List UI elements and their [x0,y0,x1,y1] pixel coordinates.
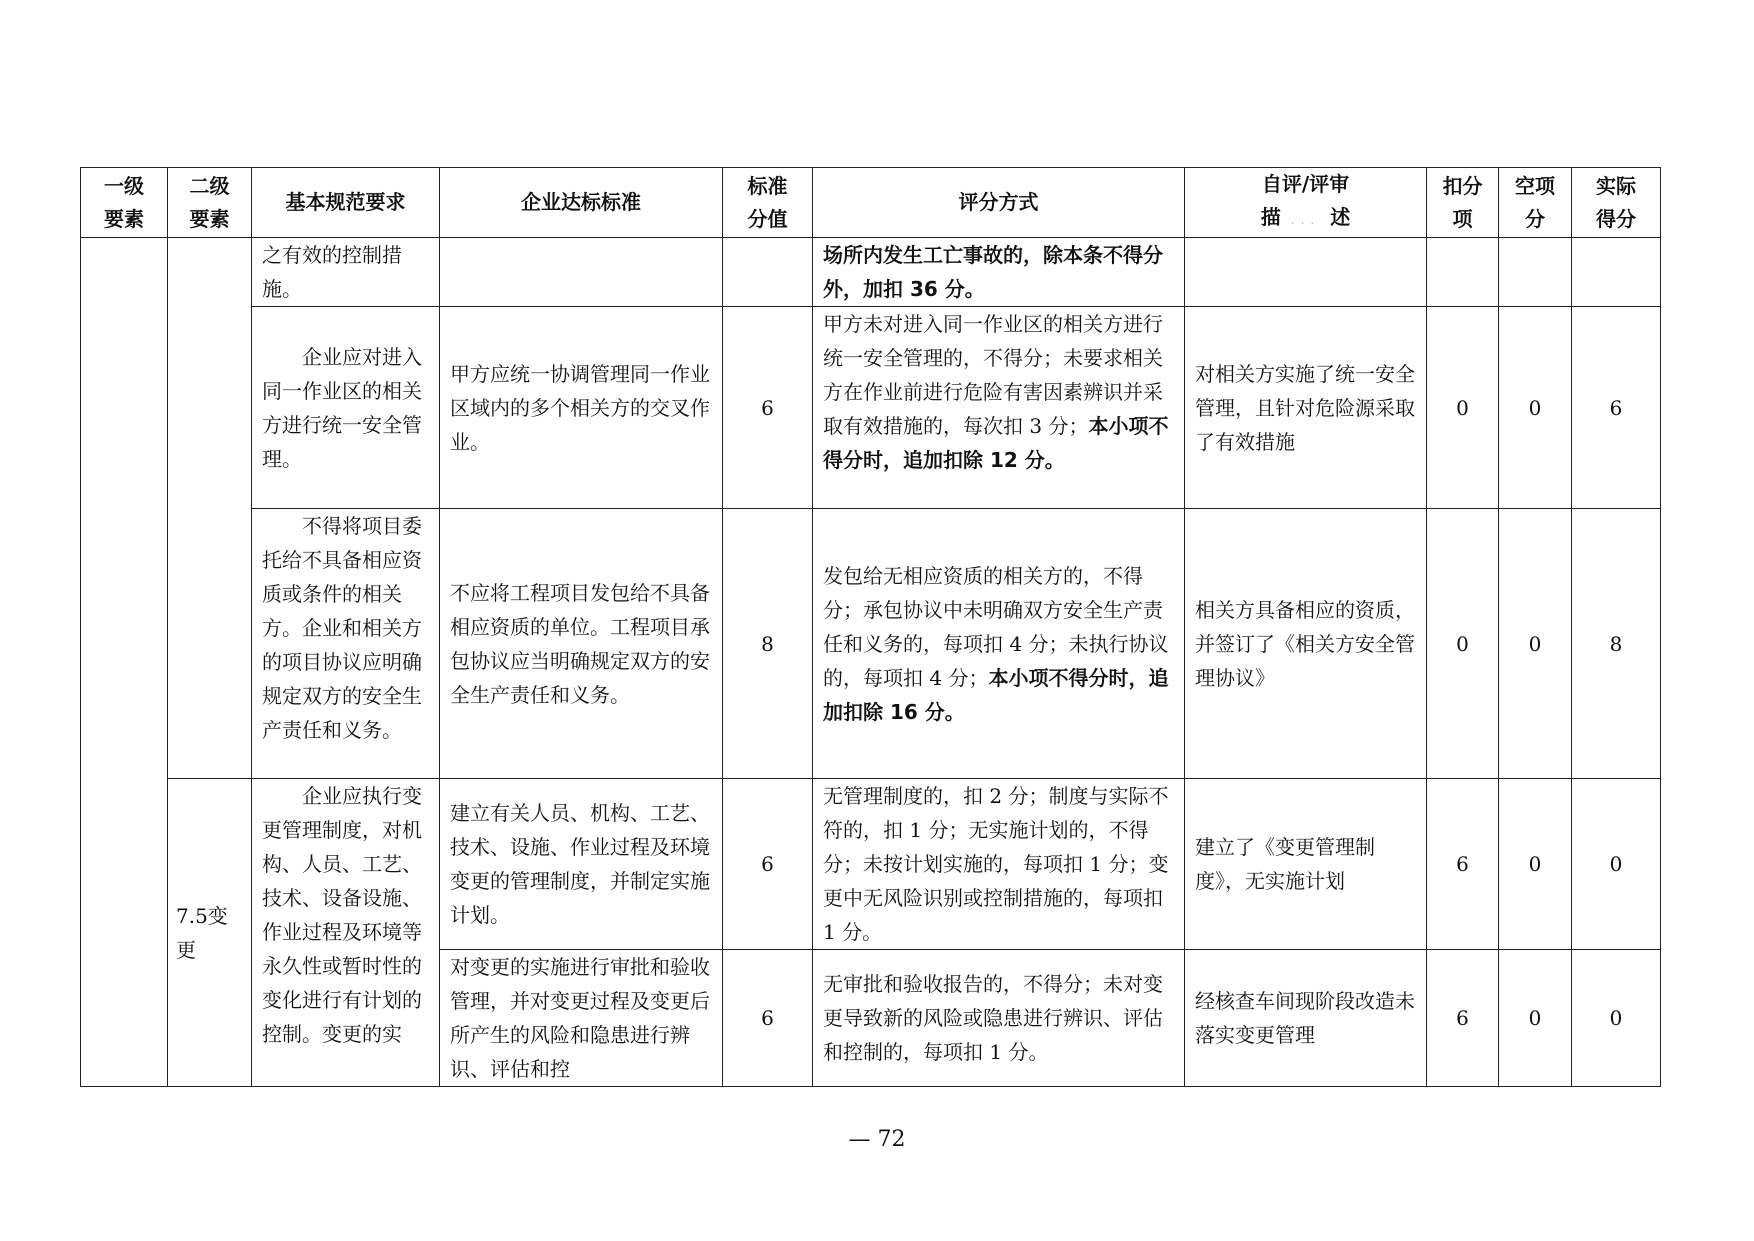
deduction-cell: 0 [1427,307,1499,509]
standard-cell: 不应将工程项目发包给不具备相应资质的单位。工程项目承包协议应当明确规定双方的安全生产责任和义务。 [440,509,723,779]
level2-cell-blank [168,238,252,779]
empty-cell [1499,238,1572,307]
empty-cell: 0 [1499,779,1572,950]
header-actual: 实际 得分 [1572,168,1661,238]
standard-cell: 建立有关人员、机构、工艺、技术、设施、作业过程及环境变更的管理制度，并制定实施计划。 [440,779,723,950]
standard-cell [440,238,723,307]
deduction-cell: 0 [1427,509,1499,779]
deduction-cell [1427,238,1499,307]
requirement-cell: 企业应对进入同一作业区的相关方进行统一安全管理。 [252,307,440,509]
scoring-table [80,167,1661,1087]
header-description-line2 [1187,201,1424,237]
header-deduction: 扣分 项 [1427,168,1499,238]
standard-cell: 对变更的实施进行审批和验收管理，并对变更过程及变更后所产生的风险和隐患进行辨识、评估和控 [440,950,723,1087]
description-cell: 建立了《变更管理制度》，无实施计划 [1185,779,1427,950]
header-requirement: 基本规范要求 [252,168,440,238]
header-description-line1: 自评/评审 [1261,172,1350,196]
actual-cell: 0 [1572,950,1661,1087]
header-description-a: 描 [1260,205,1281,229]
description-cell: 经核查车间现阶段改造未落实变更管理 [1185,950,1427,1087]
level1-cell [81,238,168,1087]
method-cell [813,779,1185,950]
score-cell: 8 [723,509,813,779]
empty-cell: 0 [1499,950,1572,1087]
table-row [81,779,1661,950]
requirement-cell: 之有效的控制措施。 [252,238,440,307]
requirement-cell: 企业应执行变更管理制度，对机构、人员、工艺、技术、设备设施、作业过程及环境等永久性或暂时性的变化进行有计划的控制。变更的实 [252,779,440,1087]
method-plain: 发包给无相应资质的相关方的，不得分；承包协议中未明确双方安全生产责任和义务的，每项扣 4 分；未执行协议的，每项扣 4 分； [823,563,1169,690]
description-cell [1185,238,1427,307]
method-cell [813,950,1185,1087]
standard-cell: 甲方应统一协调管理同一作业区域内的多个相关方的交叉作业。 [440,307,723,509]
header-row [81,168,1661,238]
requirement-cell: 不得将项目委托给不具备相应资质或条件的相关方。企业和相关方的项目协议应明确规定双方的安全生产责任和义务。 [252,509,440,779]
actual-cell: 0 [1572,779,1661,950]
table-row [81,238,1661,307]
header-level2: 二级 要素 [168,168,252,238]
score-cell: 6 [723,307,813,509]
empty-cell: 0 [1499,307,1572,509]
method-bold: 本小项不得分时，追加扣除 12 分。 [823,414,1169,472]
score-cell: 6 [723,779,813,950]
empty-cell: 0 [1499,509,1572,779]
method-bold: 本小项不得分时，追加扣除 16 分。 [823,665,1169,724]
score-cell: 6 [723,950,813,1087]
method-cell [813,238,1185,307]
header-method: 评分方式 [813,168,1185,238]
actual-cell: 6 [1572,307,1661,509]
actual-cell [1572,238,1661,307]
header-empty: 空项 分 [1499,168,1572,238]
actual-cell: 8 [1572,509,1661,779]
header-description-b: 述 [1330,205,1351,229]
method-bold: 场所内发生工亡事故的，除本条不得分外，加扣 36 分。 [823,243,1163,301]
header-level1: 一级 要素 [81,168,168,238]
deduction-cell: 6 [1427,950,1499,1087]
table-row [81,307,1661,509]
header-score: 标准 分值 [723,168,813,238]
header-standard: 企业达标标准 [440,168,723,238]
header-description-dots: ... [1290,213,1321,227]
method-cell [813,509,1185,779]
description-cell: 相关方具备相应的资质，并签订了《相关方安全管理协议》 [1185,509,1427,779]
deduction-cell: 6 [1427,779,1499,950]
method-cell [813,307,1185,509]
level2-cell: 7.5变更 [168,779,252,1087]
method-plain: 无审批和验收报告的，不得分；未对变更导致新的风险或隐患进行辨识、评估和控制的，每项扣 1 分。 [823,972,1163,1064]
score-cell [723,238,813,307]
method-plain: 无管理制度的，扣 2 分；制度与实际不符的，扣 1 分；无实施计划的，不得分；未按计划实施的，每项扣 1 分；变更中无风险识别或控制措施的，每项扣 1 分。 [823,784,1169,944]
table-row [81,509,1661,779]
description-cell: 对相关方实施了统一安全管理，且针对危险源采取了有效措施 [1185,307,1427,509]
method-plain: 甲方未对进入同一作业区的相关方进行统一安全管理的，不得分；未要求相关方在作业前进行危险有害因素辨识并采取有效措施的，每次扣 3 分； [823,312,1163,438]
header-description [1185,168,1427,238]
page-number: — 72 [848,1127,906,1152]
